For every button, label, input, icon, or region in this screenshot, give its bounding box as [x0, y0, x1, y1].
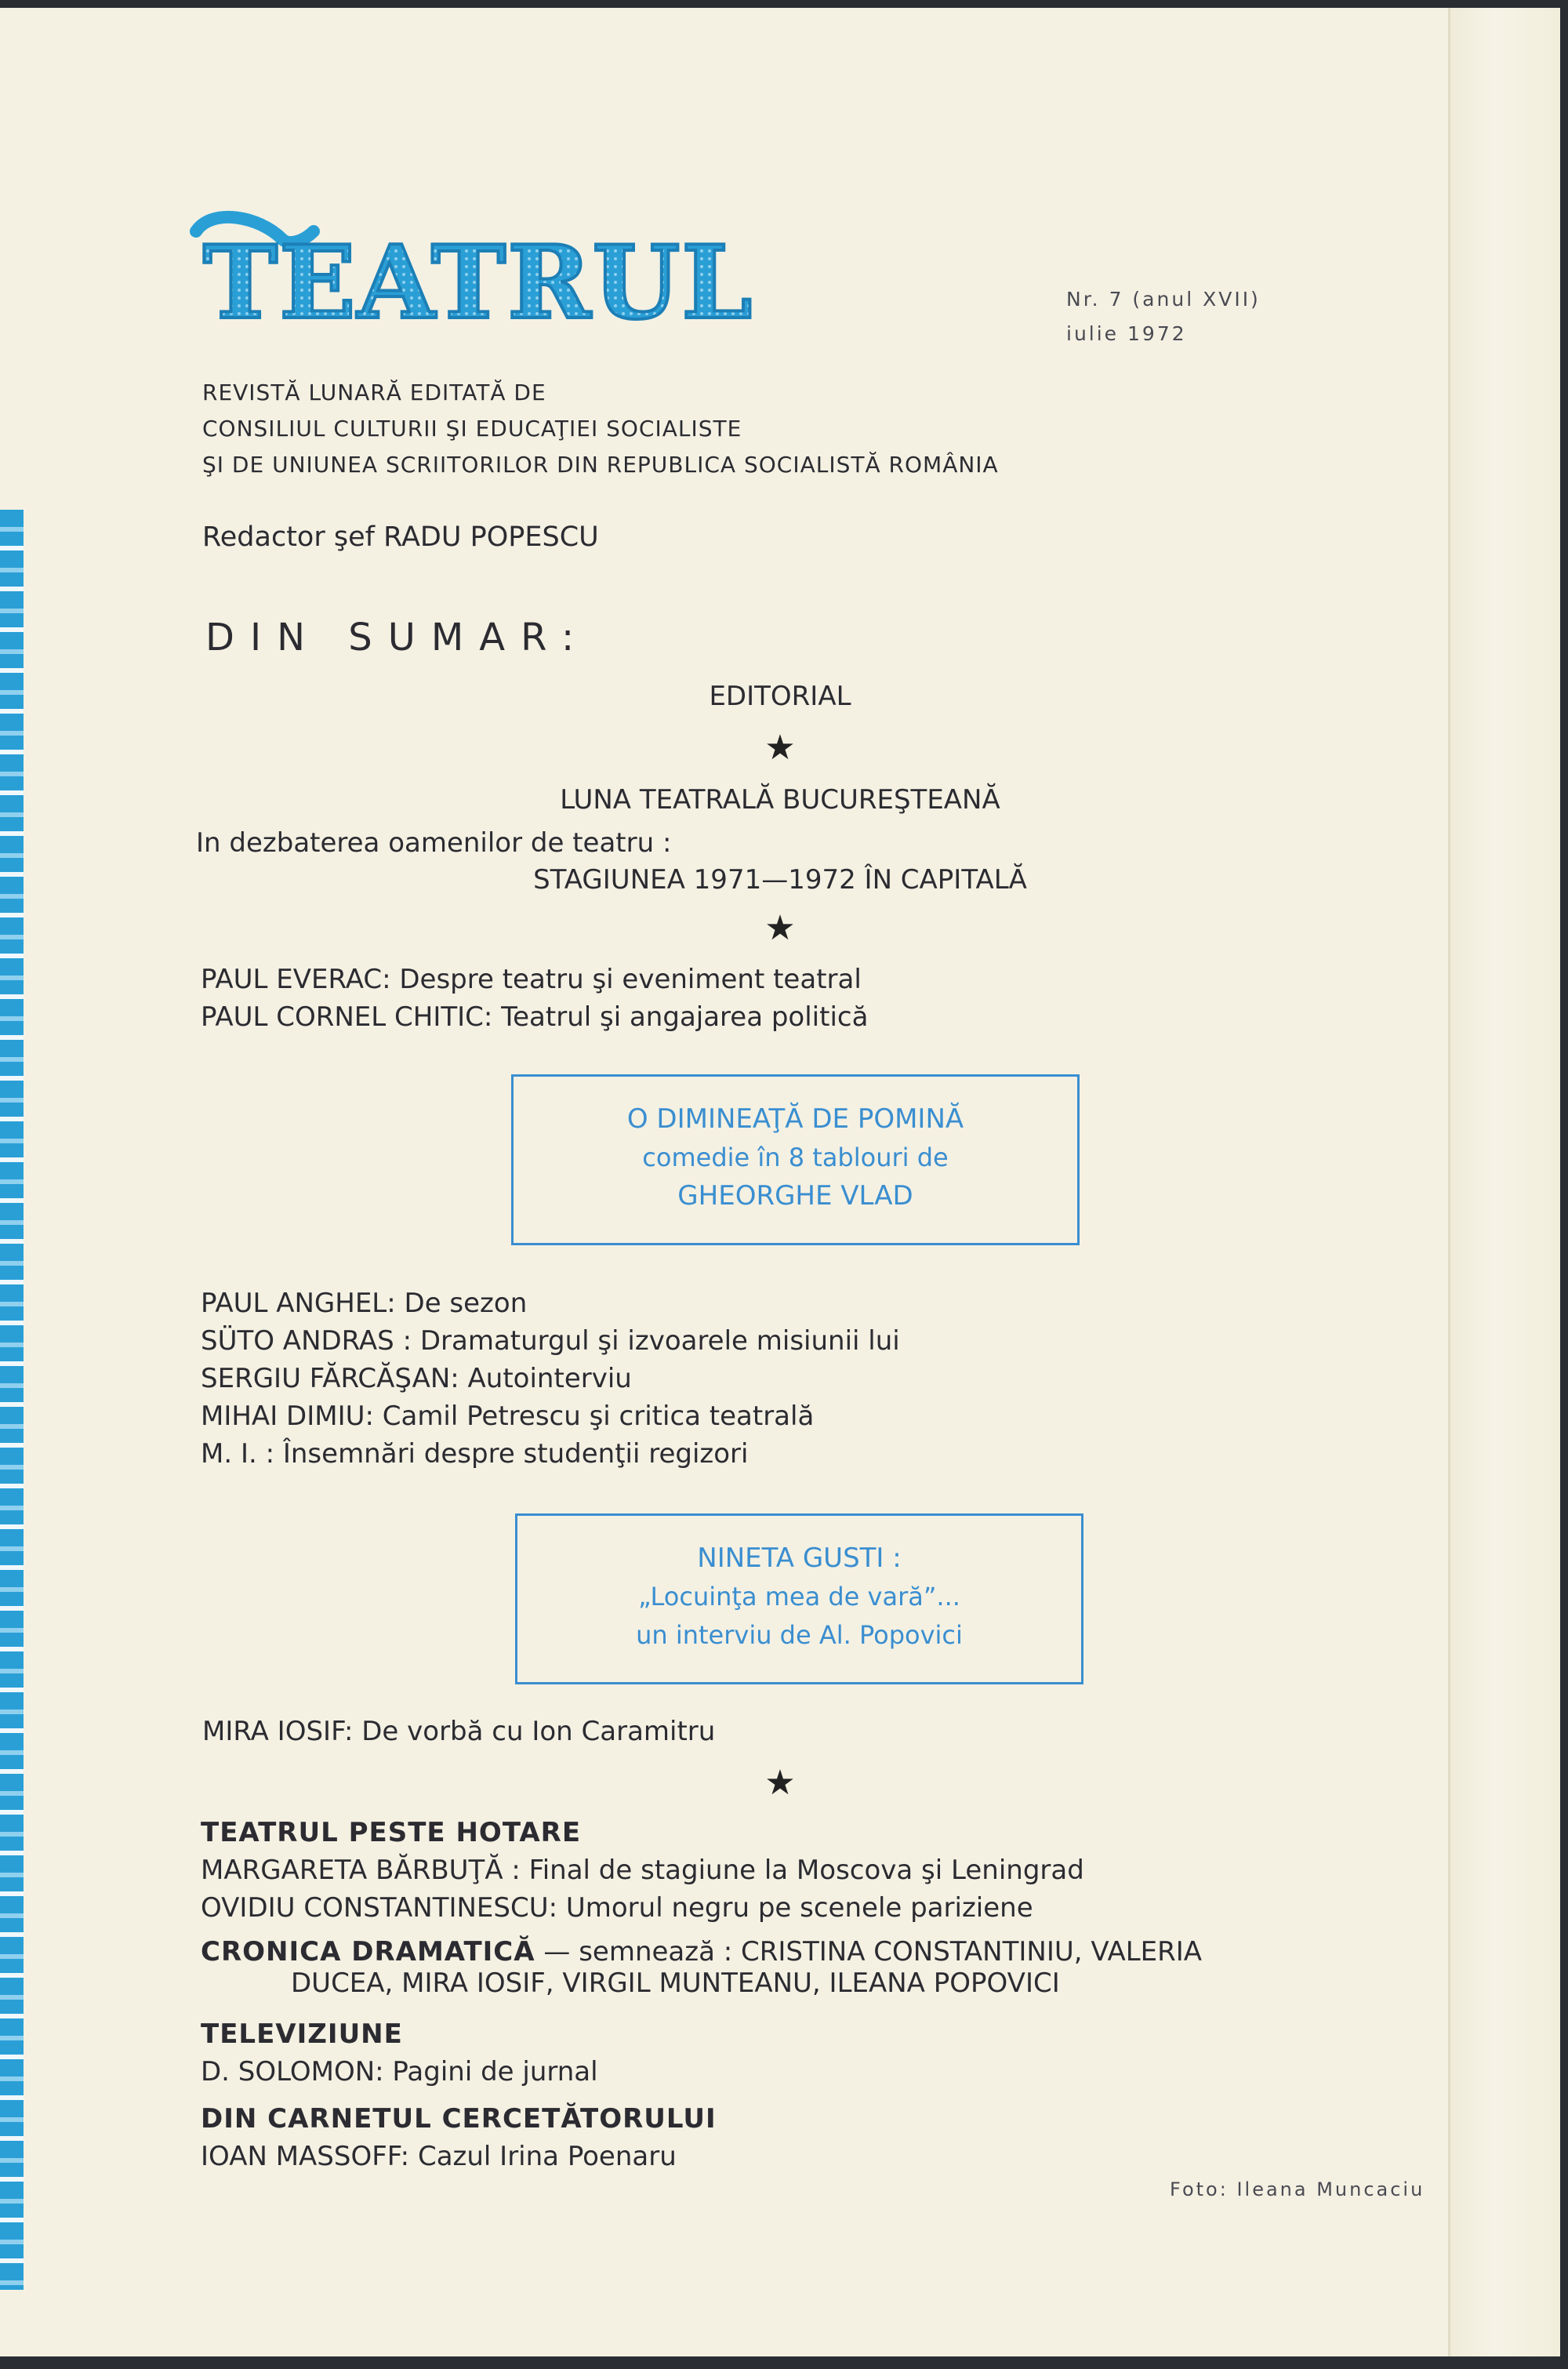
list-item: MIHAI DIMIU: Camil Petrescu şi critica teatrală	[201, 1401, 815, 1432]
list-item: MARGARETA BĂRBUŢĂ : Final de stagiune la Moscova şi Leningrad	[201, 1855, 1084, 1886]
masthead-logo	[188, 208, 768, 344]
mira-interview: MIRA IOSIF: De vorbă cu Ion Caramitru	[202, 1716, 716, 1747]
editor-label: Redactor şef	[202, 521, 375, 553]
magazine-page	[0, 8, 1560, 2356]
cronica-signers-cont: DUCEA, MIRA IOSIF, VIRGIL MUNTEANU, ILEANA POPOVICI	[291, 1968, 1060, 1999]
editorial-title: EDITORIAL	[709, 681, 851, 712]
box-author: un interviu de Al. Popovici	[636, 1620, 963, 1650]
interview-box	[515, 1513, 1083, 1684]
tv-section	[201, 2015, 598, 2091]
logo-text: TEATRUL	[202, 224, 754, 341]
publisher-block	[202, 375, 999, 483]
box-title: O DIMINEAŢĂ DE POMINĂ	[626, 1103, 964, 1135]
list-item: PAUL EVERAC: Despre teatru şi eveniment teatral	[201, 964, 862, 995]
article-list	[201, 961, 868, 1036]
section-heading: DIN CARNETUL CERCETĂTORULUI	[201, 2103, 717, 2135]
issue-date: iulie 1972	[1066, 322, 1187, 345]
issue-info	[1066, 282, 1261, 351]
section-heading: TEATRUL PESTE HOTARE	[201, 1817, 582, 1848]
list-item: D. SOLOMON: Pagini de jurnal	[201, 2056, 598, 2087]
list-item: M. I. : Însemnări despre studenţii regizori	[201, 1438, 749, 1470]
summary-heading: DIN SUMAR:	[205, 616, 590, 659]
publisher-line: ŞI DE UNIUNEA SCRIITORILOR DIN REPUBLICA SOCIALISTĂ ROMÂNIA	[202, 452, 999, 478]
editor-name: RADU POPESCU	[383, 521, 599, 553]
section-heading: CRONICA DRAMATICĂ	[201, 1936, 535, 1968]
debate-intro: In dezbaterea oamenilor de teatru :	[196, 827, 672, 859]
star-separator: ★	[764, 728, 796, 768]
featured-play-box	[511, 1074, 1080, 1245]
issue-number: Nr. 7 (anul XVII)	[1066, 288, 1261, 311]
editor-in-chief	[202, 521, 599, 553]
debate-title: STAGIUNEA 1971—1972 ÎN CAPITALĂ	[533, 864, 1027, 896]
binding-gutter	[1448, 8, 1560, 2356]
carnet-section	[201, 2100, 717, 2175]
box-title: NINETA GUSTI :	[697, 1542, 902, 1574]
box-subtitle: comedie în 8 tablouri de	[642, 1143, 949, 1172]
list-item: PAUL ANGHEL: De sezon	[201, 1288, 528, 1319]
star-separator: ★	[764, 1763, 796, 1803]
box-author: GHEORGHE VLAD	[677, 1180, 913, 1212]
publisher-line: CONSILIUL CULTURII ŞI EDUCAŢIEI SOCIALISTE	[202, 416, 742, 441]
box-subtitle: „Locuinţa mea de vară”...	[638, 1582, 960, 1611]
list-item: SERGIU FĂRCĂŞAN: Autointerviu	[201, 1363, 632, 1394]
publisher-line: REVISTĂ LUNARĂ EDITATĂ DE	[202, 380, 546, 405]
list-item: OVIDIU CONSTANTINESCU: Umorul negru pe scenele pariziene	[201, 1892, 1033, 1924]
article-list	[201, 1284, 900, 1473]
list-item: IOAN MASSOFF: Cazul Irina Poenaru	[201, 2141, 677, 2172]
luna-title: LUNA TEATRALĂ BUCUREŞTEANĂ	[560, 784, 1000, 816]
decorative-spine-border	[0, 510, 24, 2290]
photo-credit: Foto: Ileana Muncaciu	[1170, 2178, 1425, 2200]
abroad-section	[201, 1814, 1084, 1927]
star-separator: ★	[764, 908, 796, 948]
cronica-signers: — semnează : CRISTINA CONSTANTINIU, VALERIA	[543, 1936, 1203, 1968]
cronica-section	[201, 1933, 1202, 2002]
list-item: PAUL CORNEL CHITIC: Teatrul şi angajarea politică	[201, 1001, 869, 1033]
list-item: SÜTO ANDRAS : Dramaturgul şi izvoarele misiunii lui	[201, 1325, 900, 1357]
section-heading: TELEVIZIUNE	[201, 2018, 403, 2050]
